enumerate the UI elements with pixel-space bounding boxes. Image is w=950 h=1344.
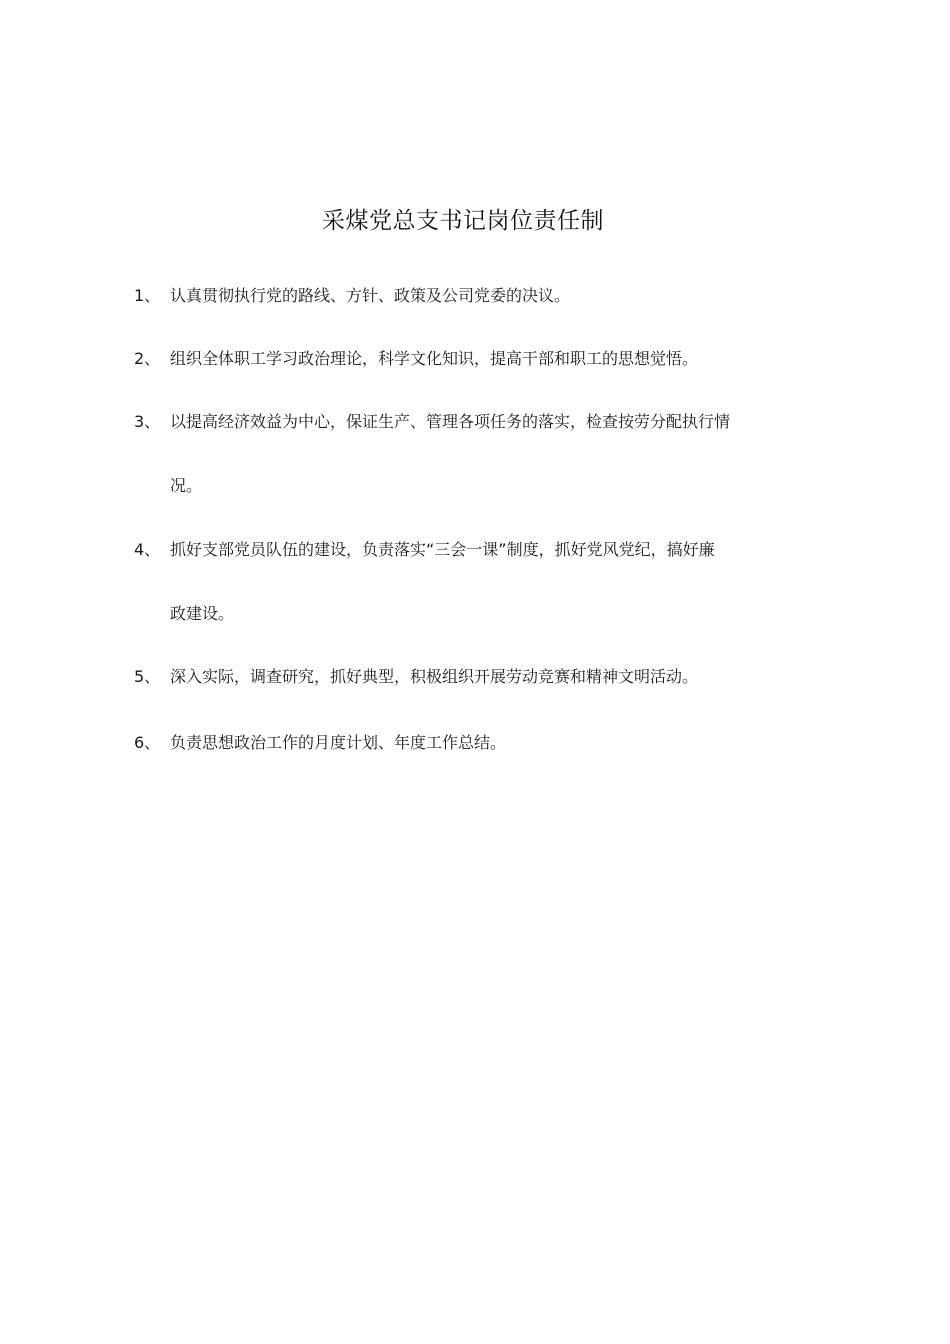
clause-number: 4、 (134, 540, 161, 559)
clause-number: 2、 (134, 349, 161, 368)
clause-number: 1、 (134, 286, 161, 305)
clause-number: 3、 (134, 412, 161, 431)
document-title: 采煤党总支书记岗位责任制 (322, 208, 604, 234)
clause-text (170, 345, 770, 373)
clause-text (170, 536, 770, 628)
clause-number: 6、 (134, 733, 161, 752)
clause-text (170, 282, 770, 310)
clause-line: 政建设。 (170, 604, 235, 623)
clause-text (170, 663, 770, 691)
clause-line: 况。 (170, 476, 203, 495)
clause-number: 5、 (134, 667, 161, 686)
clause-line: 组织全体职工学习政治理论，科学文化知识，提高干部和职工的思想觉悟。 (170, 349, 699, 368)
clause-line: 深入实际，调查研究，抓好典型，积极组织开展劳动竞赛和精神文明活动。 (170, 667, 699, 686)
clause-line: 负责思想政治工作的月度计划、年度工作总结。 (170, 733, 507, 752)
clause-line: 抓好支部党员队伍的建设，负责落实“三会一课”制度，抓好党风党纪，搞好廉 (170, 540, 715, 559)
clause-line: 认真贯彻执行党的路线、方针、政策及公司党委的决议。 (170, 286, 571, 305)
clause-text (170, 729, 770, 757)
clause-line: 以提高经济效益为中心，保证生产、管理各项任务的落实，检查按劳分配执行情 (170, 412, 731, 431)
clause-text (170, 408, 770, 500)
